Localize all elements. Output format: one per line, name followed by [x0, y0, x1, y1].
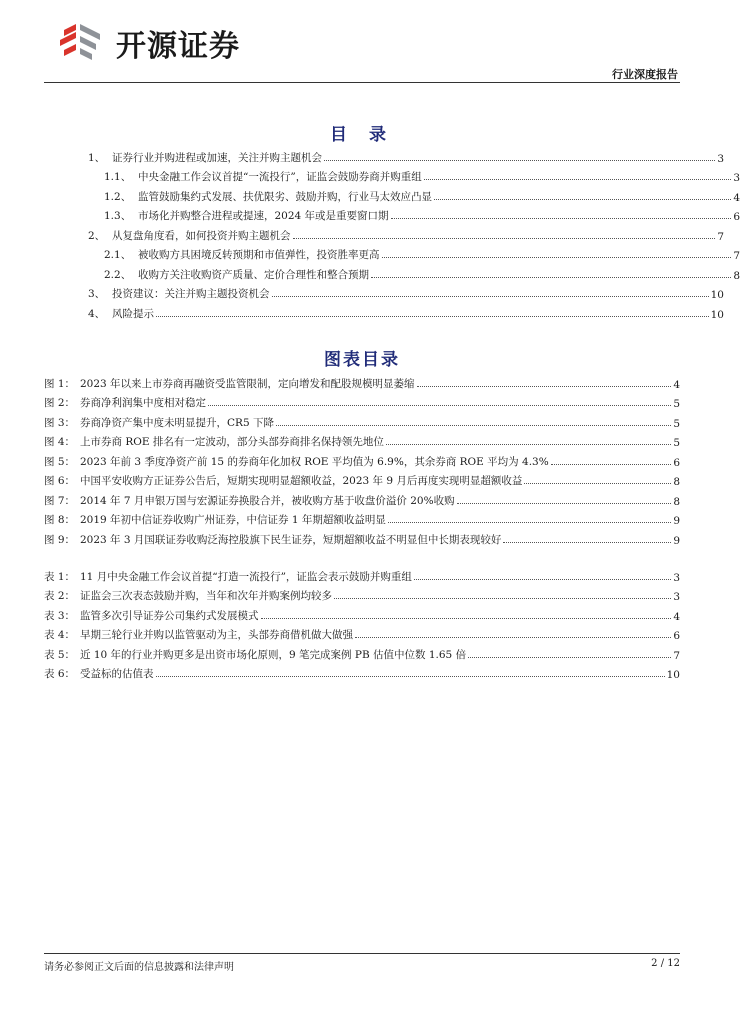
- dot-leader: [414, 579, 671, 580]
- toc-list: [44, 145, 740, 321]
- dot-leader: [503, 542, 671, 543]
- toc-page: 10: [710, 308, 724, 321]
- toc-number: 1.1、: [104, 171, 132, 183]
- toc-page: 3: [733, 172, 740, 184]
- fig-entry[interactable]: [44, 488, 680, 508]
- tab-text: 监管多次引导证券公司集约式发展模式: [80, 609, 259, 622]
- fig-page: 5: [673, 417, 680, 430]
- tab-text: 受益标的估值表: [80, 668, 154, 680]
- toc-entry[interactable]: [88, 184, 740, 204]
- tab-text: 近 10 年的行业并购更多是出资市场化原则，9 笔完成案例 PB 估值中位数 1.65 倍: [80, 648, 467, 661]
- fig-page: 6: [673, 456, 680, 469]
- toc-text: 被收购方具困境反转预期和市值弹性，投资胜率更高: [138, 249, 380, 261]
- tab-number: 表 5：: [44, 648, 76, 661]
- dot-leader: [417, 386, 672, 387]
- tab-page: 3: [673, 571, 680, 584]
- dot-leader: [382, 257, 732, 258]
- fig-text: 2014 年 7 月申银万国与宏源证券换股合并，被收购方基于收盘价溢价 20%收购: [80, 494, 455, 507]
- page-number: 2 / 12: [651, 958, 680, 969]
- tab-number: 表 3：: [44, 609, 76, 622]
- dot-leader: [272, 296, 709, 297]
- toc-number: 2.1、: [104, 249, 132, 261]
- toc-text: 从复盘角度看，如何投资并购主题机会: [112, 229, 291, 242]
- brand-name: 开源证券: [116, 29, 240, 64]
- dot-leader: [434, 199, 731, 200]
- dot-leader: [156, 676, 665, 677]
- toc-number: 1、: [88, 151, 106, 164]
- fig-text: 上市券商 ROE 排名有一定波动，部分头部券商排名保持领先地位: [80, 436, 384, 448]
- dot-leader: [371, 277, 731, 278]
- footer-divider: [44, 953, 680, 954]
- fig-number: 图 9：: [44, 533, 76, 546]
- fig-page: 8: [673, 495, 680, 508]
- toc-text: 收购方关注收购资产质量、定价合理性和整合预期: [138, 268, 369, 281]
- tab-page: 7: [673, 649, 680, 662]
- dot-leader: [156, 316, 709, 317]
- tab-entry[interactable]: [44, 623, 680, 643]
- fig-page: 9: [673, 515, 680, 527]
- tab-entry[interactable]: [44, 642, 680, 662]
- dot-leader: [391, 218, 732, 219]
- toc-entry[interactable]: [88, 262, 740, 282]
- tab-number: 表 6：: [44, 668, 76, 680]
- toc-number: 1.2、: [104, 190, 132, 203]
- fig-text: 中国平安收购方正证券公告后，短期实现明显超额收益，2023 年 9 月后再度实现明显超额收益: [80, 475, 523, 487]
- fig-number: 图 6：: [44, 475, 76, 487]
- toc-entry[interactable]: [88, 204, 740, 224]
- fig-number: 图 1：: [44, 377, 76, 390]
- dot-leader: [386, 444, 671, 445]
- fig-text: 2023 年 3 月国联证券收购泛海控股旗下民生证券，短期超额收益不明显但中长期表现较好: [80, 533, 502, 546]
- toc-entry[interactable]: [88, 165, 740, 185]
- toc-page: 10: [710, 289, 724, 301]
- toc-entry[interactable]: [88, 223, 724, 243]
- dot-leader: [524, 483, 671, 484]
- fig-text: 2019 年初中信证券收购广州证券，中信证券 1 年期超额收益明显: [80, 514, 386, 526]
- toc-page: 3: [717, 152, 724, 165]
- dot-leader: [208, 405, 671, 406]
- dot-leader: [293, 238, 716, 239]
- tab-number: 表 4：: [44, 629, 76, 641]
- toc-page: 7: [733, 250, 740, 262]
- fig-number: 图 3：: [44, 416, 76, 429]
- fig-text: 2023 年前 3 季度净资产前 15 的券商年化加权 ROE 平均值为 6.9%，其余券商 ROE 平均为 4.3%: [80, 455, 549, 468]
- tab-page: 4: [673, 610, 680, 623]
- fig-entry[interactable]: [44, 469, 680, 489]
- tab-text: 早期三轮行业并购以监管驱动为主，头部券商借机做大做强: [80, 629, 353, 641]
- fig-page: 5: [673, 398, 680, 410]
- fig-number: 图 7：: [44, 494, 76, 507]
- fig-entry[interactable]: [44, 508, 680, 528]
- fig-entry[interactable]: [44, 430, 680, 450]
- toc-text: 风险提示: [112, 307, 154, 320]
- tab-text: 证监会三次表态鼓励并购，当年和次年并购案例均较多: [80, 590, 332, 602]
- toc-entry[interactable]: [88, 282, 724, 302]
- tab-entry[interactable]: [44, 603, 680, 623]
- fig-number: 图 8：: [44, 514, 76, 526]
- fig-text: 2023 年以来上市券商再融资受监管限制，定向增发和配股规模明显萎缩: [80, 377, 415, 390]
- table-list: [44, 564, 680, 681]
- toc-entry[interactable]: [88, 243, 740, 263]
- tab-entry[interactable]: [44, 564, 680, 584]
- fig-entry[interactable]: [44, 410, 680, 430]
- toc-text: 监管鼓励集约式发展、扶优限劣、鼓励并购，行业马太效应凸显: [138, 190, 432, 203]
- toc-text: 证券行业并购进程或加速，关注并购主题机会: [112, 151, 322, 164]
- header-divider: [44, 82, 680, 83]
- toc-text: 市场化并购整合进程或提速，2024 年或是重要窗口期: [138, 210, 389, 222]
- toc-text: 投资建议：关注并购主题投资机会: [112, 288, 270, 300]
- dot-leader: [468, 657, 671, 658]
- fig-entry[interactable]: [44, 371, 680, 391]
- logo-mark-icon: [56, 20, 110, 66]
- footer-disclaimer: 请务必参阅正文后面的信息披露和法律声明: [44, 962, 234, 973]
- fig-entry[interactable]: [44, 449, 680, 469]
- fig-number: 图 2：: [44, 397, 76, 409]
- toc-number: 2、: [88, 229, 106, 242]
- dot-leader: [276, 425, 671, 426]
- dot-leader: [424, 179, 732, 180]
- figure-list: [44, 371, 680, 547]
- fig-entry[interactable]: [44, 527, 680, 547]
- tab-page: 6: [673, 630, 680, 642]
- fig-page: 4: [673, 378, 680, 391]
- fig-page: 5: [673, 437, 680, 449]
- tab-number: 表 1：: [44, 570, 76, 583]
- toc-number: 3、: [88, 288, 106, 300]
- figure-toc-title: 图表目录: [324, 350, 400, 370]
- tab-text: 11 月中央金融工作会议首提“打造一流投行”，证监会表示鼓励并购重组: [80, 570, 412, 583]
- report-type-label: 行业深度报告: [612, 68, 678, 81]
- toc-page: 8: [733, 269, 740, 282]
- tab-entry[interactable]: [44, 662, 680, 682]
- fig-number: 图 5：: [44, 455, 76, 468]
- dot-leader: [261, 618, 672, 619]
- dot-leader: [334, 598, 671, 599]
- fig-text: 券商净资产集中度未明显提升，CR5 下降: [80, 416, 274, 429]
- toc-title: 目 录: [330, 125, 394, 145]
- tab-number: 表 2：: [44, 590, 76, 602]
- dot-leader: [324, 160, 715, 161]
- tab-page: 3: [673, 591, 680, 603]
- fig-entry[interactable]: [44, 391, 680, 411]
- toc-page: 6: [733, 211, 740, 223]
- toc-entry[interactable]: [88, 145, 724, 165]
- dot-leader: [388, 522, 671, 523]
- dot-leader: [355, 637, 671, 638]
- toc-entry[interactable]: [88, 301, 724, 321]
- tab-entry[interactable]: [44, 584, 680, 604]
- toc-page: 4: [733, 191, 740, 204]
- fig-text: 券商净利润集中度相对稳定: [80, 397, 206, 409]
- toc-text: 中央金融工作会议首提“一流投行”，证监会鼓励券商并购重组: [138, 171, 422, 183]
- fig-number: 图 4：: [44, 436, 76, 448]
- tab-page: 10: [666, 669, 680, 681]
- toc-number: 4、: [88, 307, 106, 320]
- toc-page: 7: [717, 230, 724, 243]
- fig-page: 9: [673, 534, 680, 547]
- toc-number: 1.3、: [104, 210, 132, 222]
- fig-page: 8: [673, 476, 680, 488]
- dot-leader: [457, 503, 672, 504]
- company-logo: [56, 20, 240, 66]
- dot-leader: [551, 464, 672, 465]
- toc-number: 2.2、: [104, 268, 132, 281]
